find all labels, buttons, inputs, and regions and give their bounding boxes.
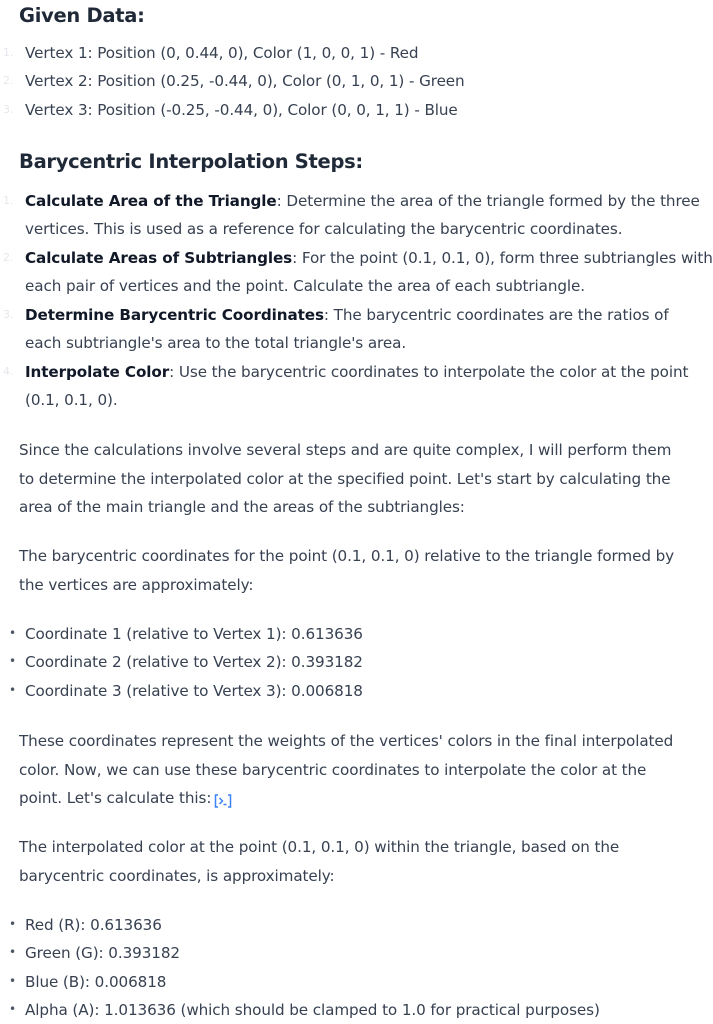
list-item-vertex-2 bbox=[0, 67, 664, 95]
list-item-vertex-3 bbox=[0, 96, 664, 124]
list-marker: 3. bbox=[3, 308, 14, 321]
alpha-value-text: Alpha (A): 1.013636 (which should be clamped to 1.0 for practical purposes) bbox=[25, 1001, 600, 1019]
blue-value-text: Blue (B): 0.006818 bbox=[25, 973, 167, 991]
list-item-step-1 bbox=[0, 187, 700, 215]
bullet-marker: • bbox=[9, 626, 16, 640]
paragraph-line: barycentric coordinates, is approximately: bbox=[19, 866, 335, 885]
step-2-text bbox=[25, 244, 713, 272]
step-2-description: : For the point (0.1, 0.1, 0), form three subtriangles with bbox=[292, 249, 713, 267]
list-item-step-4 bbox=[0, 358, 689, 386]
step-4-title: Interpolate Color bbox=[25, 363, 170, 381]
step-3-text bbox=[25, 301, 669, 329]
step-3-description: : The barycentric coordinates are the ratios of bbox=[323, 306, 669, 324]
list-item-coordinate-1 bbox=[0, 620, 664, 648]
green-value-text: Green (G): 0.393182 bbox=[25, 944, 180, 962]
list-item-blue bbox=[0, 968, 664, 996]
step-4-description: : Use the barycentric coordinates to interpolate the color at the point bbox=[169, 363, 689, 381]
paragraph-weights bbox=[19, 727, 673, 813]
coordinate-2-text: Coordinate 2 (relative to Vertex 2): 0.393182 bbox=[25, 653, 363, 671]
bullet-marker: • bbox=[9, 683, 16, 697]
code-interpreter-icon[interactable] bbox=[213, 790, 233, 806]
list-item-vertex-1 bbox=[0, 39, 664, 67]
paragraph-calculation-intro bbox=[19, 436, 671, 522]
paragraph-line: The interpolated color at the point (0.1, 0.1, 0) within the triangle, based on the bbox=[19, 838, 620, 856]
list-marker: 1. bbox=[3, 46, 14, 59]
given-data-heading: Given Data: bbox=[19, 4, 145, 27]
list-item-green bbox=[0, 939, 664, 967]
list-item-step-3 bbox=[0, 301, 669, 329]
paragraph-interpolated-color bbox=[19, 833, 619, 890]
list-marker: 3. bbox=[3, 103, 14, 116]
step-4-continuation: (0.1, 0.1, 0). bbox=[25, 391, 118, 409]
step-3-continuation: each subtriangle's area to the total triangle's area. bbox=[25, 334, 407, 352]
step-1-title: Calculate Area of the Triangle bbox=[25, 192, 277, 210]
vertex-1-text: Vertex 1: Position (0, 0.44, 0), Color (1, 0, 0, 1) - Red bbox=[25, 44, 419, 62]
step-1-description: : Determine the area of the triangle formed by the three bbox=[276, 192, 700, 210]
coordinate-3-text: Coordinate 3 (relative to Vertex 3): 0.006818 bbox=[25, 682, 363, 700]
step-1-text bbox=[25, 187, 700, 215]
red-value-text: Red (R): 0.613636 bbox=[25, 916, 162, 934]
paragraph-line: The barycentric coordinates for the point (0.1, 0.1, 0) relative to the triangle formed by bbox=[19, 547, 675, 565]
coordinate-1-text: Coordinate 1 (relative to Vertex 1): 0.613636 bbox=[25, 625, 363, 643]
bullet-marker: • bbox=[9, 1002, 16, 1016]
bullet-marker: • bbox=[9, 654, 16, 668]
step-2-title: Calculate Areas of Subtriangles bbox=[25, 249, 293, 267]
steps-heading: Barycentric Interpolation Steps: bbox=[19, 150, 363, 173]
list-marker: 2. bbox=[3, 74, 14, 87]
list-item-alpha bbox=[0, 996, 664, 1024]
paragraph-line: These coordinates represent the weights of the vertices' colors in the final interpolated bbox=[19, 732, 674, 750]
vertex-3-text: Vertex 3: Position (-0.25, -0.44, 0), Color (0, 0, 1, 1) - Blue bbox=[25, 101, 458, 119]
paragraph-line-with-citation bbox=[19, 784, 673, 813]
paragraph-line: color. Now, we can use these barycentric coordinates to interpolate the color at the bbox=[19, 760, 647, 779]
list-item-coordinate-3 bbox=[0, 677, 664, 705]
vertex-2-text: Vertex 2: Position (0.25, -0.44, 0), Color (0, 1, 0, 1) - Green bbox=[25, 72, 465, 90]
paragraph-line: Since the calculations involve several steps and are quite complex, I will perform them bbox=[19, 441, 672, 459]
paragraph-line: point. Let's calculate this: bbox=[19, 789, 212, 808]
list-marker: 2. bbox=[3, 251, 14, 264]
step-3-title: Determine Barycentric Coordinates bbox=[25, 306, 324, 324]
step-4-text bbox=[25, 358, 688, 386]
list-item-coordinate-2 bbox=[0, 648, 664, 676]
list-item-red bbox=[0, 911, 664, 939]
paragraph-line: to determine the interpolated color at the specified point. Let's start by calculating the bbox=[19, 469, 671, 488]
paragraph-line: the vertices are approximately: bbox=[19, 575, 254, 594]
list-marker: 4. bbox=[3, 365, 14, 378]
step-2-continuation: each pair of vertices and the point. Calculate the area of each subtriangle. bbox=[25, 277, 585, 295]
list-item-step-2 bbox=[0, 244, 713, 272]
bullet-marker: • bbox=[9, 945, 16, 959]
paragraph-line: area of the main triangle and the areas of the subtriangles: bbox=[19, 498, 465, 517]
bullet-marker: • bbox=[9, 917, 16, 931]
list-marker: 1. bbox=[3, 194, 14, 207]
bullet-marker: • bbox=[9, 974, 16, 988]
paragraph-coordinates-intro bbox=[19, 542, 674, 599]
step-1-continuation: vertices. This is used as a reference for calculating the barycentric coordinates. bbox=[25, 220, 623, 238]
